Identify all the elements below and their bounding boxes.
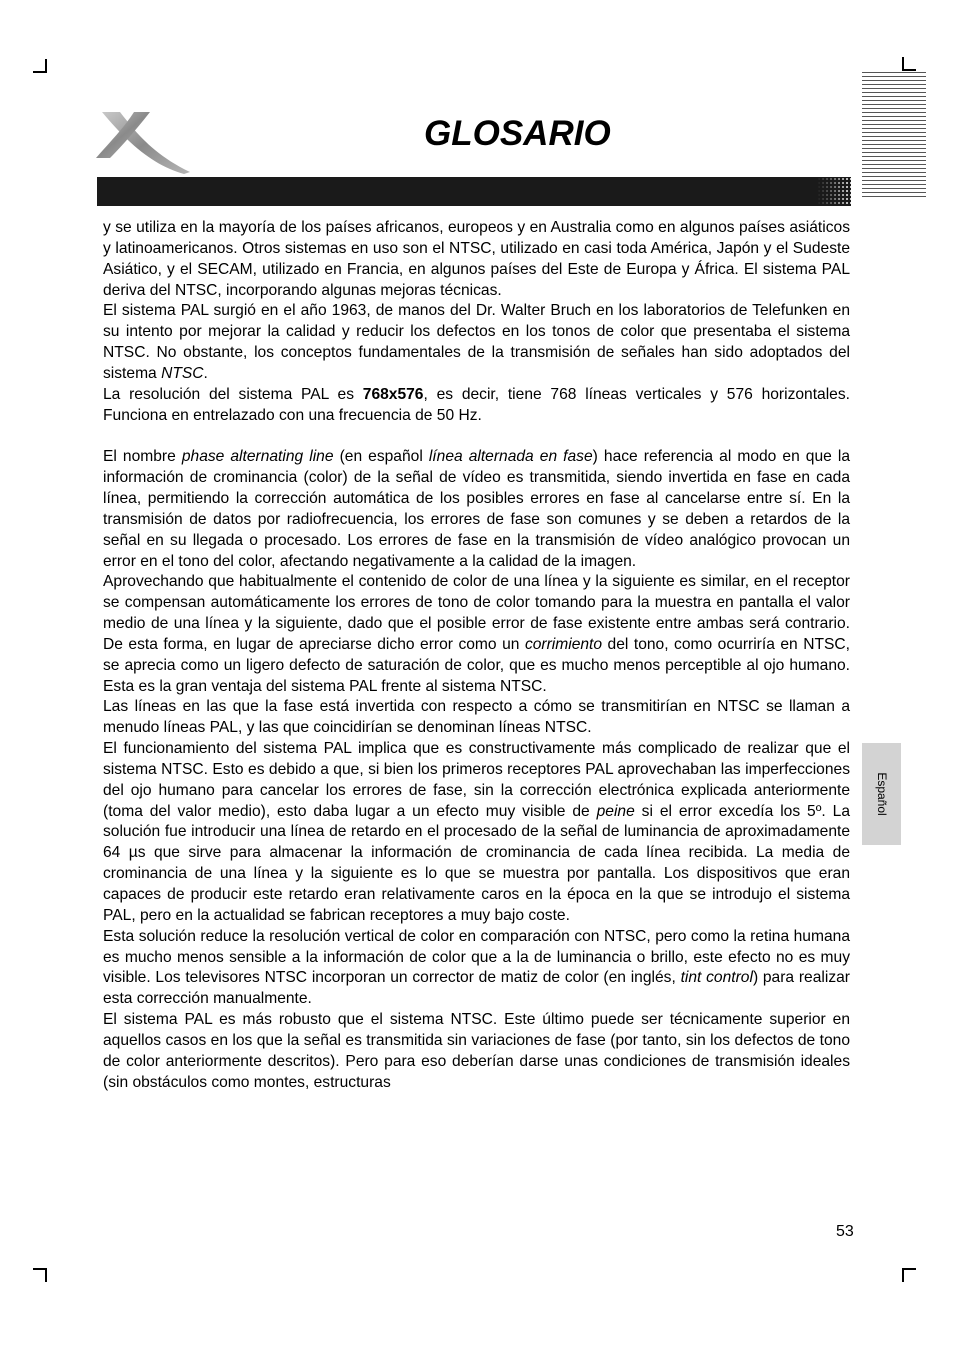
paragraph (103, 218, 850, 301)
body-text (103, 218, 850, 1093)
paragraph (103, 572, 850, 697)
paragraph (103, 739, 850, 927)
paragraph (103, 301, 850, 384)
xoro-x-logo-icon (94, 108, 194, 176)
header-bar (97, 177, 851, 206)
crop-mark-top-left (33, 59, 47, 73)
text-run: La resolución del sistema PAL es (103, 385, 363, 403)
paragraph (103, 927, 850, 1010)
text-run: El sistema PAL es más robusto que el sistema NTSC. Este último puede ser técnicamente superior en aquellos casos en los que la señal es transmitida sin variaciones de fase (por tanto, sin los defectos de tono de color anteriormente descritos). Pero para eso deberían darse unas condiciones de transmisión ideales (sin obstáculos como montes, estructuras (103, 1011, 850, 1091)
italic-term: línea alternada en fase (428, 448, 593, 466)
italic-term: phase alternating line (181, 448, 334, 466)
paragraph (103, 447, 850, 572)
text-run: del tono, como ocurriría en NTSC, se aprecia como un ligero defecto de saturación de color, que es mucho menos perceptible al ojo humano. Esta es la gran ventaja del sistema PAL frente al sistema NTSC. (103, 635, 850, 695)
text-run: , es decir, tiene 768 líneas verticales y 576 horizontales. Funciona en entrelazado con una frecuencia de 50 Hz. (103, 385, 850, 424)
paragraph (103, 1010, 850, 1093)
bold-term: 768x576 (362, 385, 424, 403)
text-run: El nombre (103, 448, 182, 466)
text-run: . (203, 364, 208, 382)
italic-term: NTSC (161, 364, 204, 382)
italic-term: tint control (680, 969, 753, 987)
text-run: ) hace referencia al modo en que la información de crominancia (color) de la señal de vídeo es transmitida, siendo invertida en fase en cada línea, permitiendo la corrección automática de los posibles errores en fase al cancelarse entre sí. En la transmisión de datos por radiofrecuencia, los errores de fase son comunes y se deben a retardos de la señal en su llegada o procesado. Los errores de fase en la transmisión de vídeo analógico provocan un error en el tono del color, afectando negativamente a la calidad de la imagen. (103, 448, 850, 570)
text-run: y se utiliza en la mayoría de los países africanos, europeos y en Australia como en algunos países asiáticos y latinoamericanos. Otros sistemas en uso son el NTSC, utilizado en casi toda América, Japón y el Sudeste Asiático, y el SECAM, utilizado en Francia, en algunos países del Este de Europa y África. El sistema PAL deriva del NTSC, incorporando algunas mejoras técnicas. (103, 219, 850, 299)
striped-tab-decoration (862, 72, 926, 198)
paragraph (103, 697, 850, 739)
italic-term: corrimiento (524, 635, 603, 653)
language-tab-label: Español (874, 772, 889, 816)
language-tab (862, 743, 901, 845)
crop-mark-bottom-right (902, 1268, 916, 1282)
italic-term: peine (596, 802, 635, 820)
crop-mark-bottom-left (33, 1268, 47, 1282)
paragraph (103, 385, 850, 427)
page-title: GLOSARIO (424, 114, 611, 153)
page-number: 53 (836, 1223, 854, 1240)
text-run: Las líneas en las que la fase está invertida con respecto a cómo se transmitirían en NTSC se llaman a menudo líneas PAL, y las que coincidirían se denominan líneas NTSC. (103, 698, 850, 737)
crop-mark-top-right (902, 57, 916, 71)
text-run: Esta solución reduce la resolución vertical de color en comparación con NTSC, pero como la retina humana es mucho menos sensible a la información de color que a la de luminancia o brillo, este efecto no es muy visible. Los televisores NTSC incorporan un corrector de matiz de color (en inglés, (103, 927, 850, 987)
text-run: El sistema PAL surgió en el año 1963, de manos del Dr. Walter Bruch en los laboratorios de Telefunken en su intento por mejorar la calidad y reducir los defectos en los tonos de color que presentaba el sistema NTSC. No obstante, los conceptos fundamentales de la transmisión de señales han sido adoptados del sistema (103, 302, 850, 382)
text-run: ) para realizar esta corrección manualmente. (103, 969, 850, 1008)
text-run: (en español (333, 448, 429, 466)
text-run: El funcionamiento del sistema PAL implica que es constructivamente más complicado de realizar que el sistema NTSC. Esto es debido a que, si bien los primeros receptores PAL aprovechaban las imperfecciones del ojo humano para cancelar los errores de fase, sin la corrección electrónica explicada anteriormente (toma del valor medio), esto daba lugar a un efecto muy visible de (103, 740, 850, 820)
text-run: si el error excedía los 5º. La solución fue introducir una línea de retardo en el procesado de la señal de luminancia de aproximadamente 64 µs que sirve para almacenar la información de crominancia de cada línea recibida. La media de crominancia de una línea y la siguiente es lo que se muestra por pantalla. Los dispositivos que eran capaces de producir este retardo eran relativamente caros en la época en la que se introdujo el sistema PAL, pero en la actualidad se fabrican receptores a muy bajo coste. (103, 802, 850, 924)
text-run: Aprovechando que habitualmente el contenido de color de una línea y la siguiente es similar, en el receptor se compensan automáticamente los errores de tono de color tomando para la muestra en pantalla el valor medio de una línea y la siguiente, dado que el posible error de fase existente entre ambas será contrario. De esta forma, en lugar de apreciarse dicho error como un (103, 573, 850, 653)
